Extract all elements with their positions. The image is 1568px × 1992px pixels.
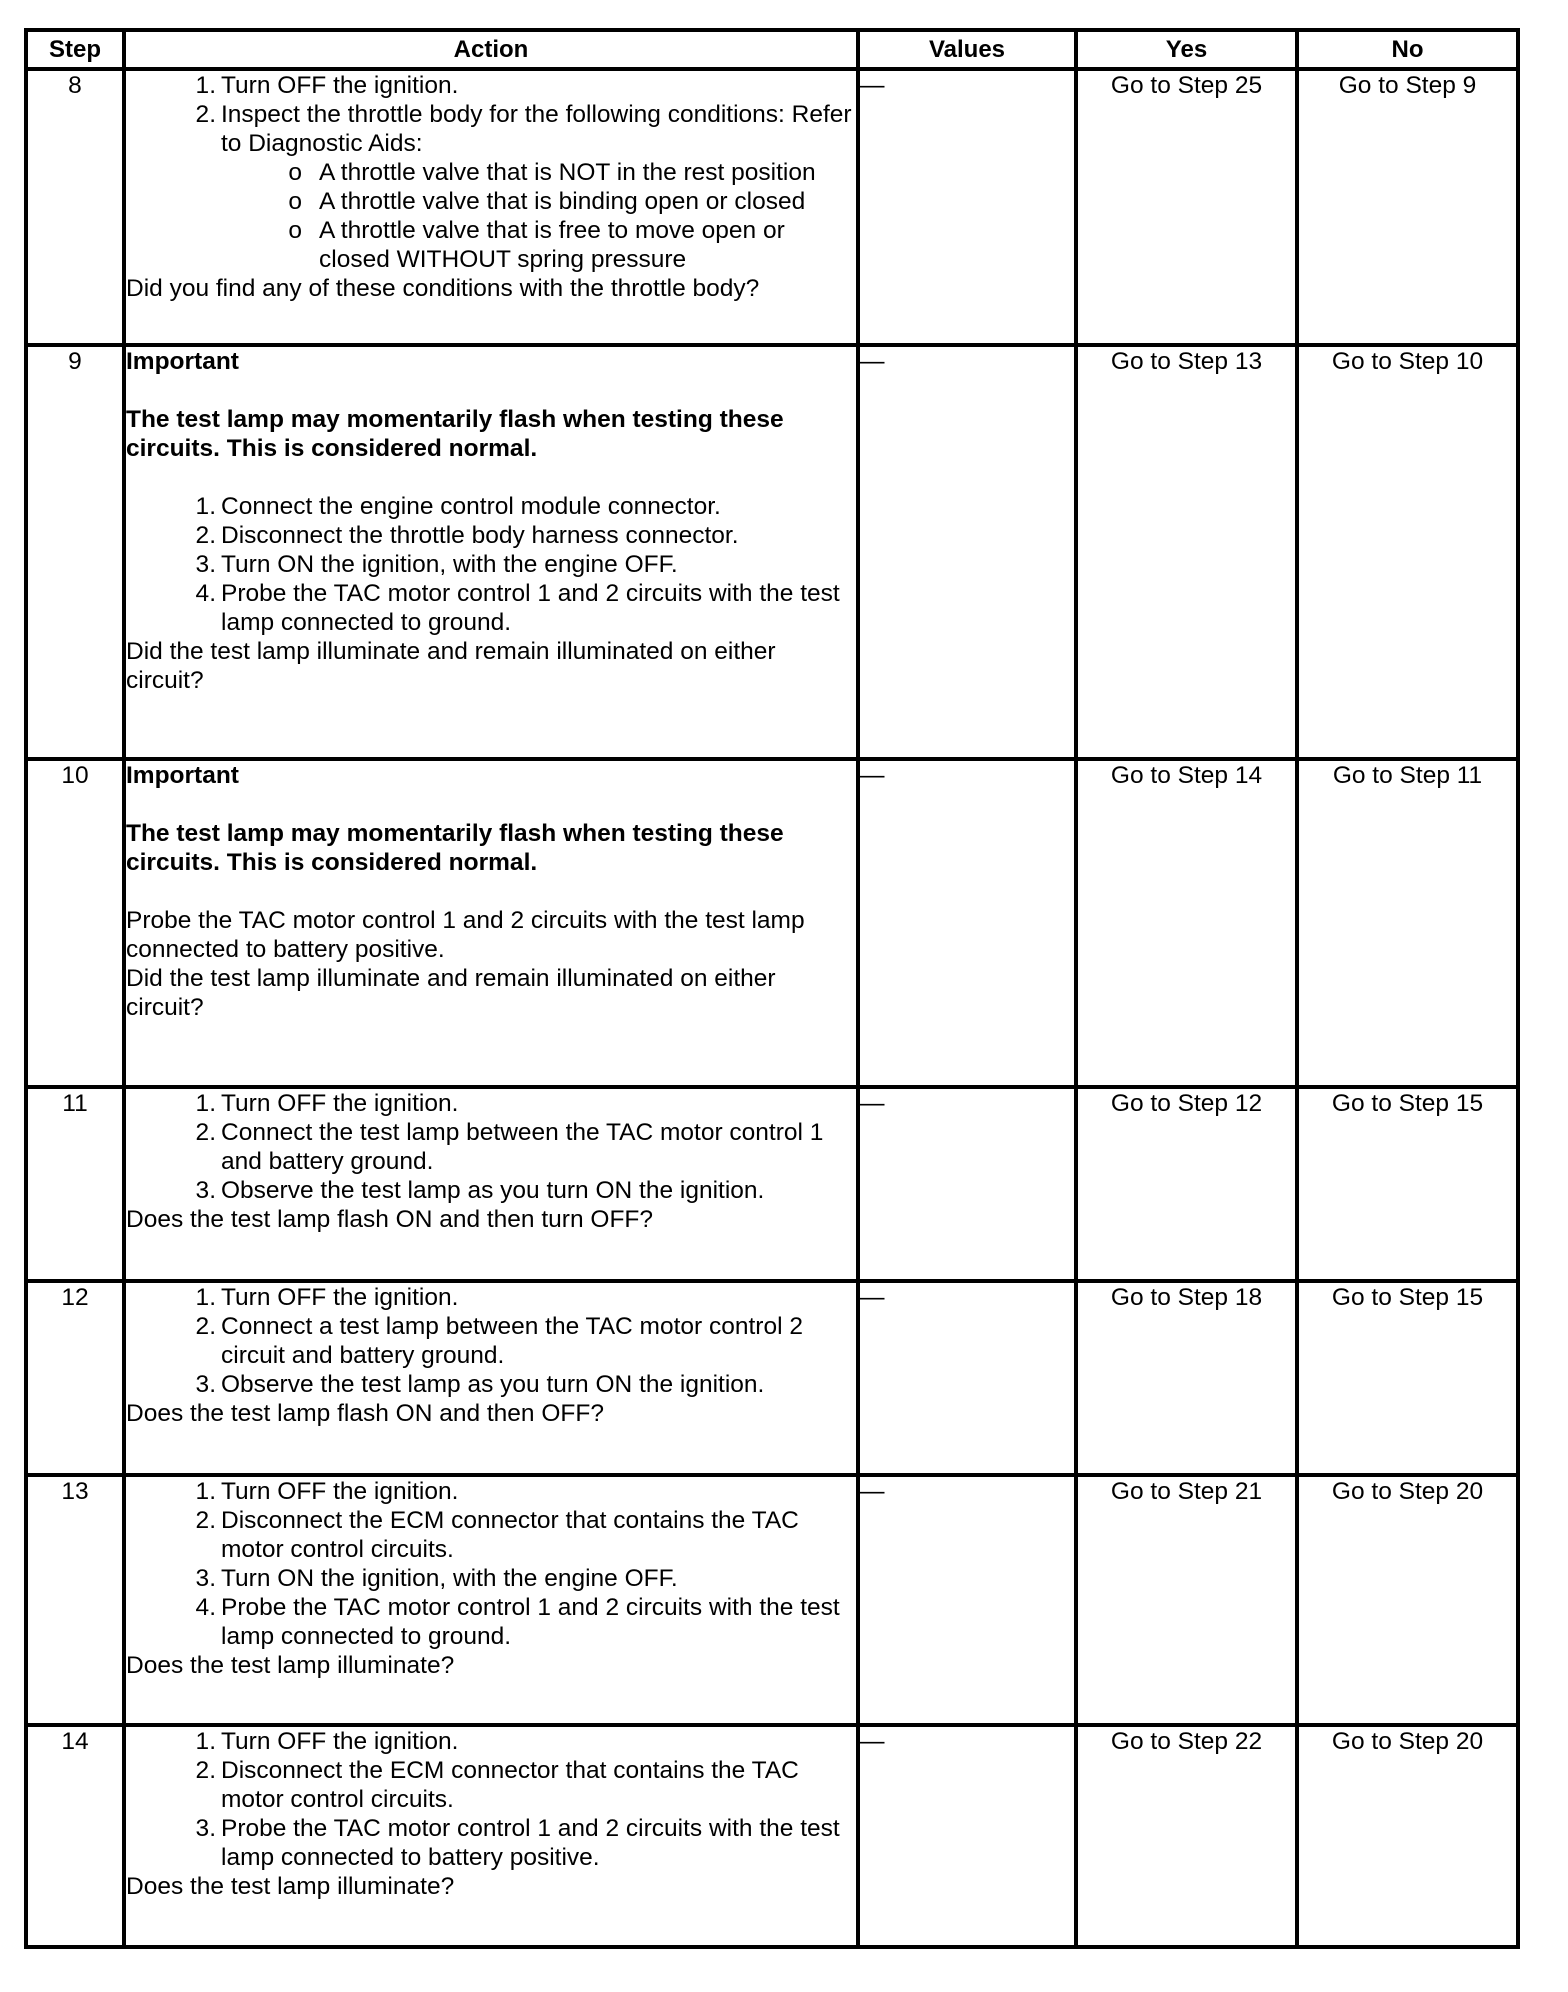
value-cell: —: [858, 1725, 1076, 1947]
no-goto: Go to Step 20: [1297, 1475, 1518, 1725]
table-row: [26, 1725, 1518, 1947]
list-item: 1 . Turn OFF the ignition.: [126, 71, 856, 100]
important-note: The test lamp may momentarily flash when testing these circuits. This is considered normal.: [126, 406, 784, 462]
yes-goto: Go to Step 13: [1076, 345, 1297, 759]
important-title: Important: [126, 762, 239, 789]
yes-goto: Go to Step 14: [1076, 759, 1297, 1087]
question-text: Did the test lamp illuminate and remain illuminated on either circuit?: [126, 965, 776, 1021]
step-number: 12: [26, 1281, 124, 1475]
question-text: Does the test lamp illuminate?: [126, 1652, 455, 1679]
action-cell: [124, 1087, 858, 1281]
step-number: 8: [26, 69, 124, 345]
action-cell: [124, 1281, 858, 1475]
header-row: [26, 30, 1518, 69]
action-steps: [126, 1477, 856, 1651]
yes-goto: Go to Step 25: [1076, 69, 1297, 345]
list-item: 1 . Turn OFF the ignition.: [126, 1283, 856, 1312]
step-number: 9: [26, 345, 124, 759]
yes-goto: Go to Step 12: [1076, 1087, 1297, 1281]
table-row: [26, 345, 1518, 759]
list-item: o A throttle valve that is NOT in the rest position: [288, 159, 816, 186]
list-item: 2 . Inspect the throttle body for the following conditions: Refer to Diagnostic Aids: o A throttle valve that is NOT in the rest position o A throttle valve that is binding open or closed o A throttle valve that is free to move open or closed WITHOUT spring pressure: [126, 100, 856, 274]
value-cell: —: [858, 759, 1076, 1087]
question-text: Did the test lamp illuminate and remain illuminated on either circuit?: [126, 638, 776, 694]
list-item: o A throttle valve that is binding open or closed: [288, 188, 806, 215]
yes-goto: Go to Step 18: [1076, 1281, 1297, 1475]
list-item: 2 . Disconnect the throttle body harness connector.: [126, 521, 856, 550]
action-cell: [124, 345, 858, 759]
list-item: 1 . Connect the engine control module connector.: [126, 492, 856, 521]
table-row: [26, 69, 1518, 345]
list-item: 2 . Connect the test lamp between the TAC motor control 1 and battery ground.: [126, 1118, 856, 1176]
header-no: No: [1297, 30, 1518, 69]
value-cell: —: [858, 1475, 1076, 1725]
table-row: [26, 1087, 1518, 1281]
value-cell: —: [858, 1087, 1076, 1281]
no-goto: Go to Step 20: [1297, 1725, 1518, 1947]
step-number: 11: [26, 1087, 124, 1281]
action-cell: [124, 1475, 858, 1725]
list-item: 3 . Turn ON the ignition, with the engine OFF.: [126, 550, 856, 579]
question-text: Did you find any of these conditions with the throttle body?: [126, 275, 760, 302]
list-item: 1 . Turn OFF the ignition.: [126, 1089, 856, 1118]
list-item: 3 . Turn ON the ignition, with the engine OFF.: [126, 1564, 856, 1593]
no-goto: Go to Step 11: [1297, 759, 1518, 1087]
action-steps: [126, 71, 856, 274]
step-number: 10: [26, 759, 124, 1087]
action-steps: [126, 1283, 856, 1399]
value-cell: —: [858, 1281, 1076, 1475]
list-item: 3 . Observe the test lamp as you turn ON the ignition.: [126, 1370, 856, 1399]
table-row: [26, 1475, 1518, 1725]
action-steps: [126, 1727, 856, 1872]
no-goto: Go to Step 15: [1297, 1087, 1518, 1281]
list-item: 2 . Disconnect the ECM connector that contains the TAC motor control circuits.: [126, 1506, 856, 1564]
question-text: Does the test lamp illuminate?: [126, 1873, 455, 1900]
list-item: 4 . Probe the TAC motor control 1 and 2 circuits with the test lamp connected to ground.: [126, 1593, 856, 1651]
list-item-text: Inspect the throttle body for the following conditions: Refer to Diagnostic Aids:: [221, 101, 852, 157]
important-note: The test lamp may momentarily flash when testing these circuits. This is considered normal.: [126, 820, 784, 876]
yes-goto: Go to Step 22: [1076, 1725, 1297, 1947]
table-row: [26, 1281, 1518, 1475]
header-action: Action: [124, 30, 858, 69]
list-item: 1 . Turn OFF the ignition.: [126, 1727, 856, 1756]
list-item: 2 . Disconnect the ECM connector that contains the TAC motor control circuits.: [126, 1756, 856, 1814]
header-values: Values: [858, 30, 1076, 69]
important-title: Important: [126, 348, 239, 375]
action-cell: [124, 69, 858, 345]
step-number: 13: [26, 1475, 124, 1725]
condition-list: [126, 158, 856, 274]
list-item: o A throttle valve that is free to move open or closed WITHOUT spring pressure: [288, 217, 785, 273]
list-item: 1 . Turn OFF the ignition.: [126, 1477, 856, 1506]
list-item: 3 . Observe the test lamp as you turn ON the ignition.: [126, 1176, 856, 1205]
step-number: 14: [26, 1725, 124, 1947]
action-steps: [126, 492, 856, 637]
no-goto: Go to Step 10: [1297, 345, 1518, 759]
header-step: Step: [26, 30, 124, 69]
question-text: Does the test lamp flash ON and then turn OFF?: [126, 1206, 654, 1233]
action-steps: [126, 1089, 856, 1205]
action-cell: [124, 759, 858, 1087]
value-cell: —: [858, 345, 1076, 759]
instruction-text: Probe the TAC motor control 1 and 2 circuits with the test lamp connected to battery positive.: [126, 907, 805, 963]
yes-goto: Go to Step 21: [1076, 1475, 1297, 1725]
diagnostic-table: [24, 28, 1520, 1949]
no-goto: Go to Step 15: [1297, 1281, 1518, 1475]
no-goto: Go to Step 9: [1297, 69, 1518, 345]
action-cell: [124, 1725, 858, 1947]
header-yes: Yes: [1076, 30, 1297, 69]
question-text: Does the test lamp flash ON and then OFF?: [126, 1400, 604, 1427]
list-item: 3 . Probe the TAC motor control 1 and 2 circuits with the test lamp connected to battery positive.: [126, 1814, 856, 1872]
value-cell: —: [858, 69, 1076, 345]
list-item: 2 . Connect a test lamp between the TAC motor control 2 circuit and battery ground.: [126, 1312, 856, 1370]
list-item: 4 . Probe the TAC motor control 1 and 2 circuits with the test lamp connected to ground.: [126, 579, 856, 637]
table-row: [26, 759, 1518, 1087]
